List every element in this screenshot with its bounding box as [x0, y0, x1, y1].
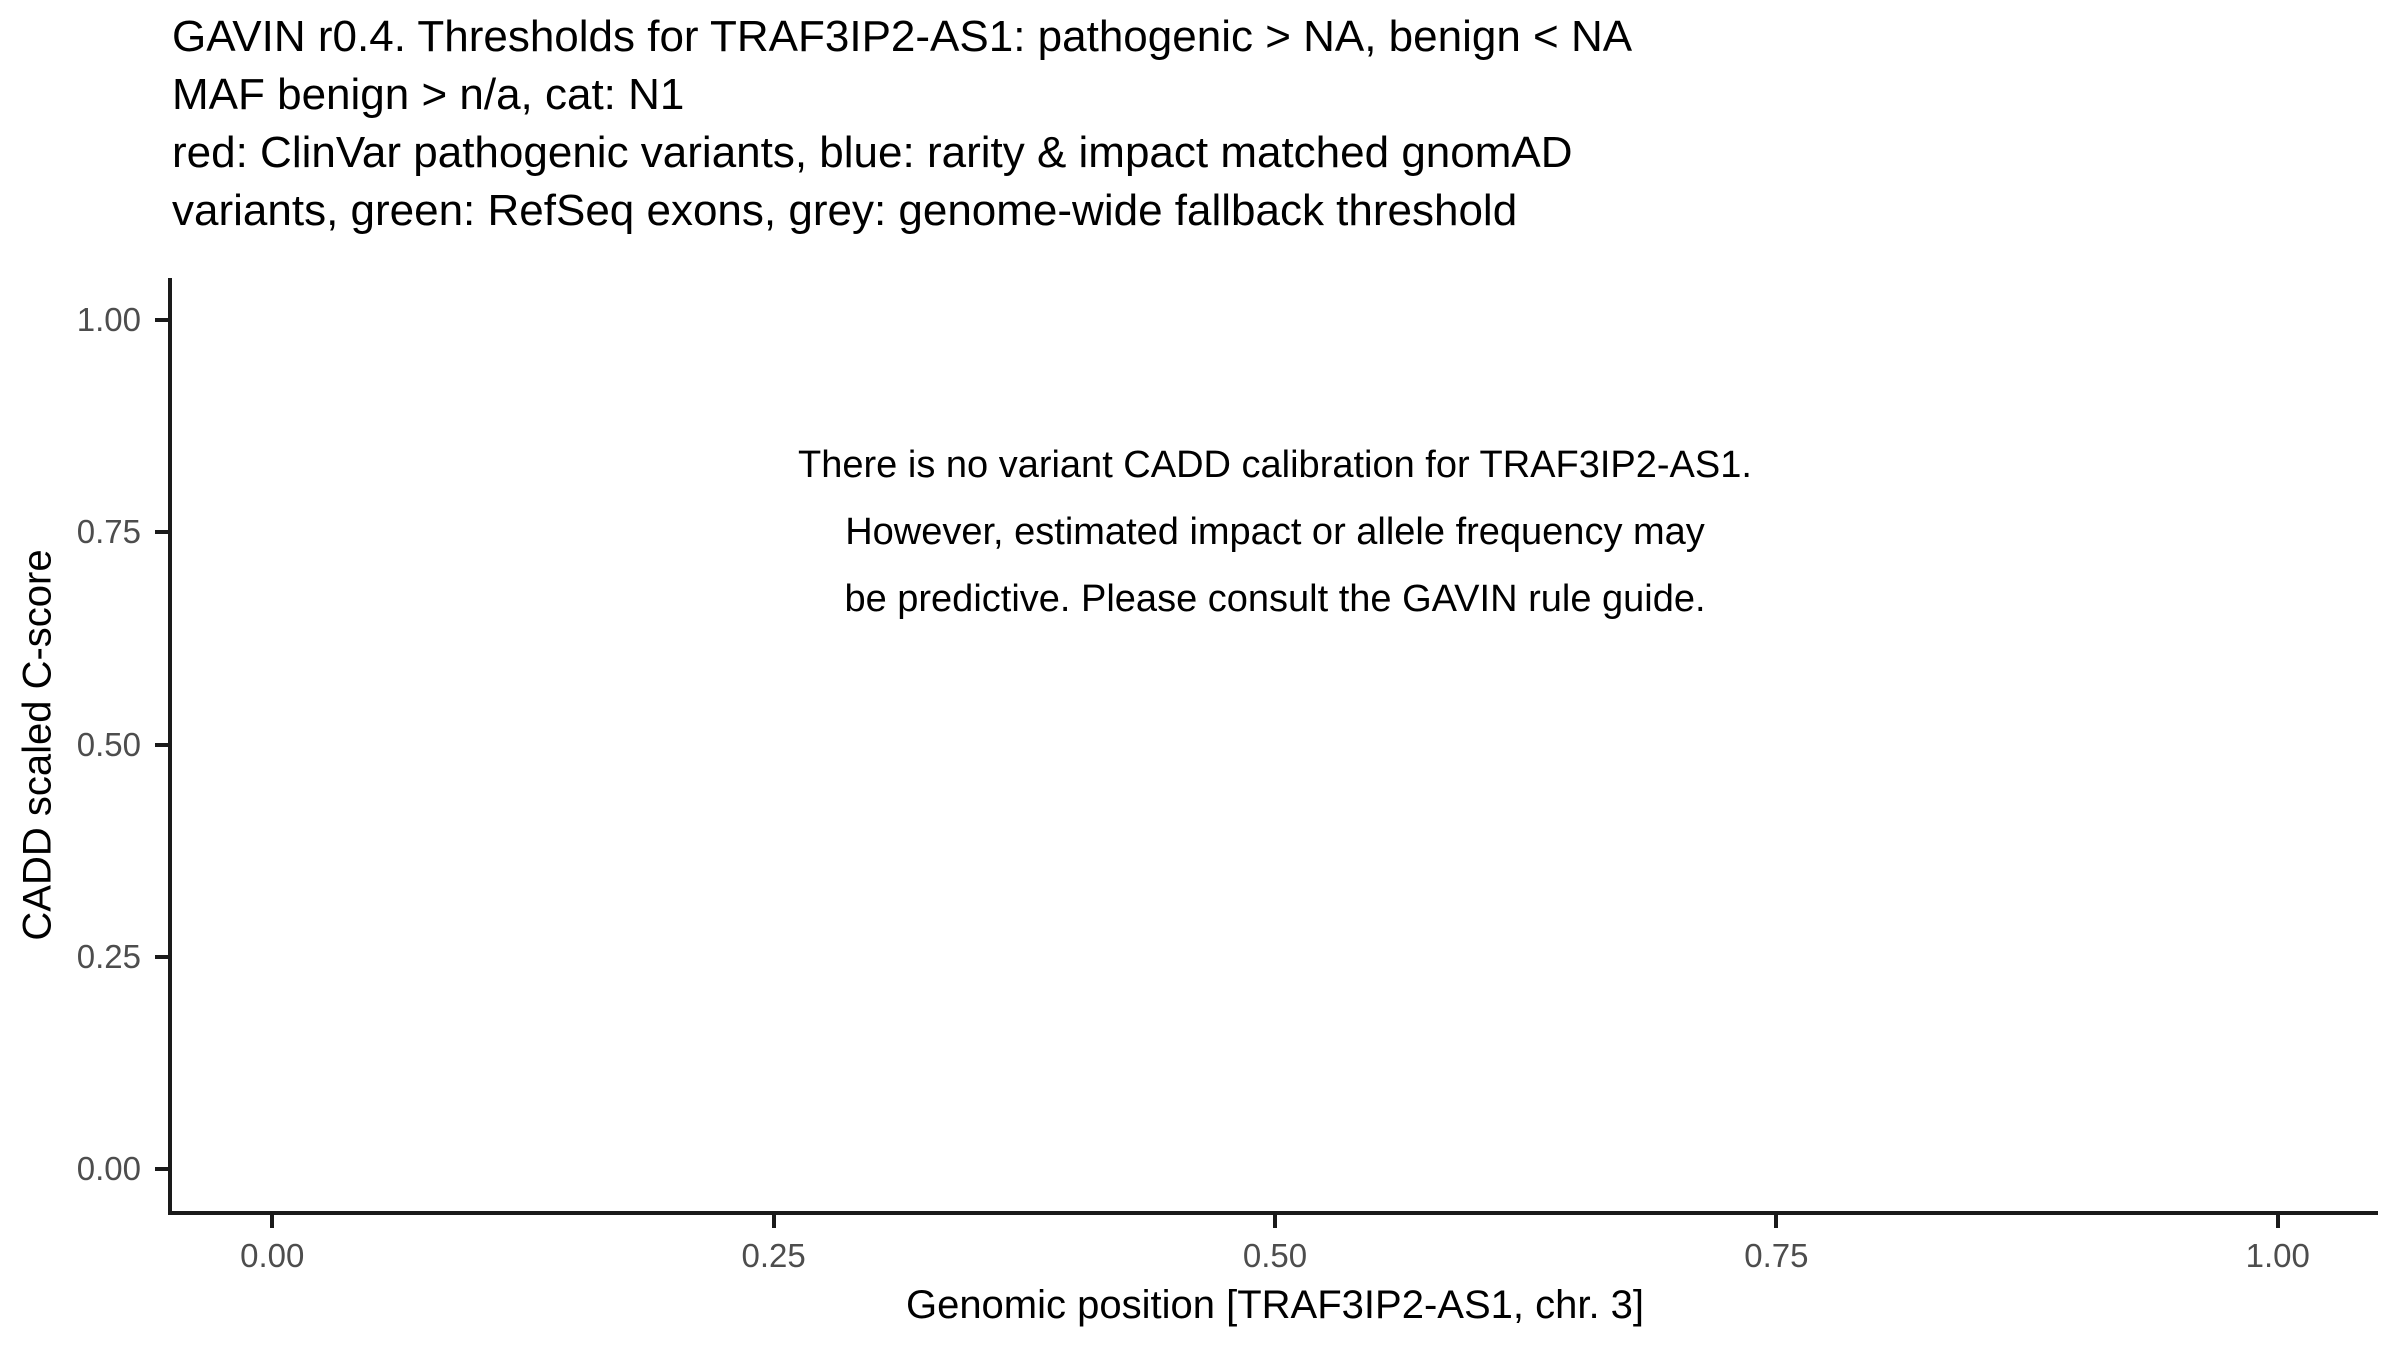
plot-title-line-1: GAVIN r0.4. Thresholds for TRAF3IP2-AS1: pathogenic > NA, benign < NA	[172, 12, 1633, 61]
x-tick-label: 0.75	[1744, 1237, 1809, 1274]
y-tick-mark	[155, 318, 168, 322]
x-tick-mark	[2276, 1215, 2280, 1228]
y-tick-label: 0.75	[76, 513, 141, 551]
plot-title-line-2: MAF benign > n/a, cat: N1	[172, 70, 685, 119]
y-tick-label: 1.00	[76, 301, 141, 339]
x-tick-label: 0.50	[1242, 1237, 1308, 1274]
plot-panel	[168, 278, 2378, 1215]
plot-annotation-line-1: There is no variant CADD calibration for TRAF3IP2-AS1.	[798, 444, 1752, 486]
plot-title-line-4: variants, green: RefSeq exons, grey: genome-wide fallback threshold	[172, 186, 1518, 235]
x-tick-label: 0.00	[240, 1237, 305, 1274]
y-tick-mark	[155, 530, 168, 534]
y-tick-label: 0.50	[76, 725, 141, 763]
y-axis-title: CADD scaled C-score	[15, 549, 60, 941]
plot-title-line-3: red: ClinVar pathogenic variants, blue: rarity & impact matched gnomAD	[172, 128, 1573, 177]
plot-annotation-line-3: be predictive. Please consult the GAVIN rule guide.	[844, 578, 1706, 620]
x-tick-label: 1.00	[2245, 1237, 2310, 1274]
y-axis-ticks	[0, 278, 168, 1211]
plot-title	[172, 8, 1632, 240]
plot-annotation-line-2: However, estimated impact or allele frequency may	[845, 511, 1705, 553]
x-tick-mark	[772, 1215, 776, 1228]
x-axis-title: Genomic position [TRAF3IP2-AS1, chr. 3]	[905, 1283, 1645, 1327]
x-tick-mark	[1273, 1215, 1277, 1228]
x-tick-label: 0.25	[741, 1237, 806, 1274]
y-tick-mark	[155, 1167, 168, 1171]
y-tick-label: 0.00	[76, 1149, 141, 1187]
y-tick-mark	[155, 955, 168, 959]
x-tick-mark	[270, 1215, 274, 1228]
y-tick-label: 0.25	[76, 937, 141, 975]
plot-annotation	[172, 432, 2378, 633]
y-tick-mark	[155, 743, 168, 747]
x-tick-mark	[1774, 1215, 1778, 1228]
